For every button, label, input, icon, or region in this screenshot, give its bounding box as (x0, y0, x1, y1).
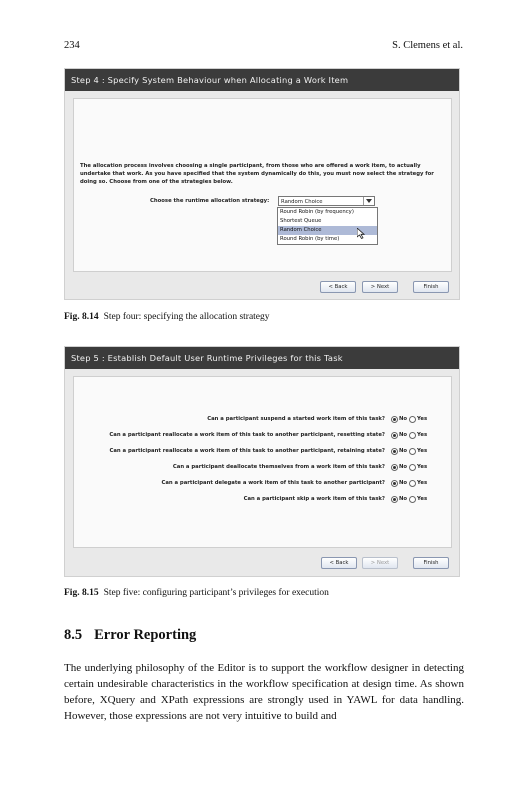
privilege-question: Can a participant reallocate a work item of this task to another participant, retaining state? (109, 448, 385, 454)
chevron-down-icon[interactable] (363, 197, 374, 205)
allocation-description: The allocation process involves choosing a single participant, from those who are offered a work item, to actually undertake that work. As you have specified that the system dynamically do this, you must now select the strategy for doing so. Choose from one of the strategies below. (80, 163, 434, 185)
figure-8-15-caption (64, 588, 329, 598)
back-button[interactable]: < Back (320, 281, 356, 293)
step4-header: Step 4 : Specify System Behaviour when Allocating a Work Item (65, 69, 459, 91)
yes-label: Yes (417, 416, 428, 422)
yes-radio[interactable] (409, 464, 416, 471)
privilege-question: Can a participant suspend a started work item of this task? (207, 416, 385, 422)
yes-radio[interactable] (409, 448, 416, 455)
yes-label: Yes (417, 496, 428, 502)
no-label: No (399, 480, 408, 486)
privilege-question: Can a participant deallocate themselves from a work item of this task? (172, 464, 385, 470)
privilege-row-suspend (82, 414, 428, 424)
step5-header: Step 5 : Establish Default User Runtime Privileges for this Task (65, 347, 459, 369)
strategy-combo[interactable] (278, 196, 375, 206)
caption-label: Fig. 8.14 (64, 312, 99, 322)
mouse-cursor-icon (357, 228, 365, 239)
no-label: No (399, 416, 408, 422)
yes-label: Yes (417, 464, 428, 470)
strategy-combo-value: Random Choice (281, 199, 323, 205)
no-radio[interactable] (391, 432, 398, 439)
privilege-question: Can a participant reallocate a work item of this task to another participant, resetting state? (109, 432, 385, 438)
section-heading (64, 627, 208, 644)
dropdown-option[interactable]: Shortest Queue (280, 218, 322, 224)
no-label: No (399, 464, 408, 470)
finish-button[interactable]: Finish (413, 281, 449, 293)
dropdown-option-selected[interactable]: Random Choice (278, 226, 377, 235)
page-number: 234 (64, 40, 80, 51)
dropdown-option[interactable]: Round Robin (by frequency) (280, 209, 354, 215)
strategy-dropdown-list (277, 207, 378, 245)
privilege-row-reallocate-reset (82, 430, 428, 440)
yes-label: Yes (417, 432, 428, 438)
privilege-row-skip (82, 494, 428, 504)
next-button-disabled[interactable]: > Next (362, 557, 398, 569)
privilege-row-reallocate-retain (82, 446, 428, 456)
no-radio[interactable] (391, 464, 398, 471)
yes-radio[interactable] (409, 480, 416, 487)
no-label: No (399, 496, 408, 502)
section-number: 8.5 (64, 627, 83, 643)
privilege-question: Can a participant skip a work item of this task? (243, 496, 385, 502)
caption-label: Fig. 8.15 (64, 588, 99, 598)
running-head-authors: S. Clemens et al. (392, 40, 463, 51)
privilege-row-delegate (82, 478, 428, 488)
figure-8-14-caption (64, 312, 270, 322)
yes-radio[interactable] (409, 496, 416, 503)
no-label: No (399, 448, 408, 454)
finish-button[interactable]: Finish (413, 557, 449, 569)
strategy-label: Choose the runtime allocation strategy: (150, 198, 270, 204)
no-radio[interactable] (391, 416, 398, 423)
no-label: No (399, 432, 408, 438)
privilege-row-deallocate (82, 462, 428, 472)
back-button[interactable]: < Back (321, 557, 357, 569)
yes-radio[interactable] (409, 416, 416, 423)
next-button[interactable]: > Next (362, 281, 398, 293)
yes-label: Yes (417, 480, 428, 486)
yes-label: Yes (417, 448, 428, 454)
privilege-question: Can a participant delegate a work item of this task to another participant? (161, 480, 385, 486)
yes-radio[interactable] (409, 432, 416, 439)
section-title: Error Reporting (94, 627, 197, 643)
no-radio[interactable] (391, 496, 398, 503)
body-paragraph: The underlying philosophy of the Editor is to support the workflow designer in detecting certain undesirable characteristics in the workflow specification at design time. As shown before, XQuery and XPath expressions are strongly used in YAWL for data handling. However, those expressions are not very intuitive to build and (64, 662, 464, 722)
caption-text: Step four: specifying the allocation strategy (103, 312, 270, 322)
caption-text: Step five: configuring participant’s privileges for execution (103, 588, 329, 598)
dropdown-option[interactable]: Round Robin (by time) (280, 236, 340, 242)
no-radio[interactable] (391, 448, 398, 455)
no-radio[interactable] (391, 480, 398, 487)
